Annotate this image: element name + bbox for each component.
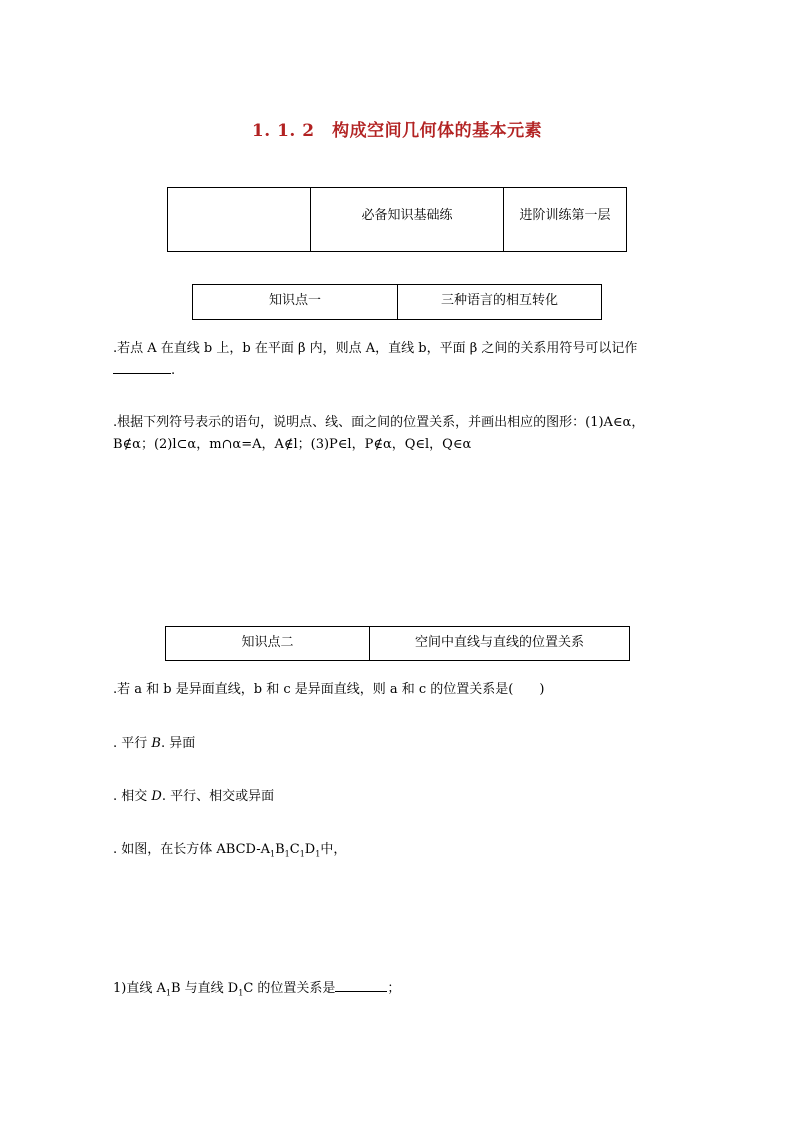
option-b-text: . 异面 — [160, 736, 196, 751]
question-2-line2: B∉α；(2)l⊂α，m∩α=A，A∉l；(3)P∈l，P∉α，Q∈l，Q∈α — [113, 437, 472, 452]
question-4 — [113, 839, 346, 861]
section2-label: 知识点二 — [166, 627, 370, 661]
question-4-text: B — [275, 842, 285, 857]
section1-table — [192, 284, 602, 320]
question-5 — [113, 978, 400, 1000]
header-cell-empty — [168, 188, 311, 252]
question-5-text: C 的位置关系是 — [243, 981, 336, 996]
subscript: 1 — [284, 849, 290, 859]
option-c-text: . 相交 — [113, 789, 152, 804]
question-3-stem: .若 a 和 b 是异面直线，b 和 c 是异面直线，则 a 和 c 的位置关系是( ) — [113, 682, 545, 697]
section2-table — [165, 626, 630, 661]
option-b-label: B — [151, 736, 161, 751]
question-3-options-row2 — [113, 786, 274, 808]
option-d-text: . 平行、相交或异面 — [161, 789, 275, 804]
question-3-options-row1 — [113, 733, 195, 755]
question-4-text: C — [289, 842, 300, 857]
question-5-end: ； — [387, 981, 401, 996]
section1-label: 知识点一 — [193, 285, 398, 320]
option-a-text: . 平行 — [113, 736, 152, 751]
subscript: 1 — [165, 988, 171, 998]
page-title: 1. 1. 2 构成空间几何体的基本元素 — [251, 121, 543, 141]
question-1 — [113, 338, 713, 382]
answer-blank — [113, 360, 171, 374]
answer-blank — [335, 978, 387, 992]
header-cell-advanced-practice: 进阶训练第一层 — [504, 188, 627, 252]
question-2 — [113, 412, 733, 456]
question-4-text: . 如图，在长方体 ABCD-A — [113, 842, 270, 857]
subscript: 1 — [315, 849, 321, 859]
option-d-label: D — [151, 789, 162, 804]
question-1-end: . — [171, 363, 176, 378]
subscript: 1 — [269, 849, 276, 859]
header-cell-basic-practice: 必备知识基础练 — [311, 188, 504, 252]
question-4-text: D — [304, 842, 316, 857]
section2-topic: 空间中直线与直线的位置关系 — [370, 627, 630, 661]
header-table — [167, 187, 627, 252]
question-4-text: 中， — [320, 842, 347, 857]
subscript: 1 — [299, 849, 305, 859]
subscript: 1 — [238, 988, 244, 998]
question-5-text: B 与直线 D — [170, 981, 239, 996]
section1-topic: 三种语言的相互转化 — [398, 285, 602, 320]
question-5-text: 1)直线 A — [113, 981, 166, 996]
question-1-text: .若点 A 在直线 b 上，b 在平面 β 内，则点 A，直线 b，平面 β 之间的关系用符号可以记作 — [113, 341, 638, 356]
question-2-line1: .根据下列符号表示的语句，说明点、线、面之间的位置关系，并画出相应的图形：(1)A∈α， — [113, 415, 645, 430]
